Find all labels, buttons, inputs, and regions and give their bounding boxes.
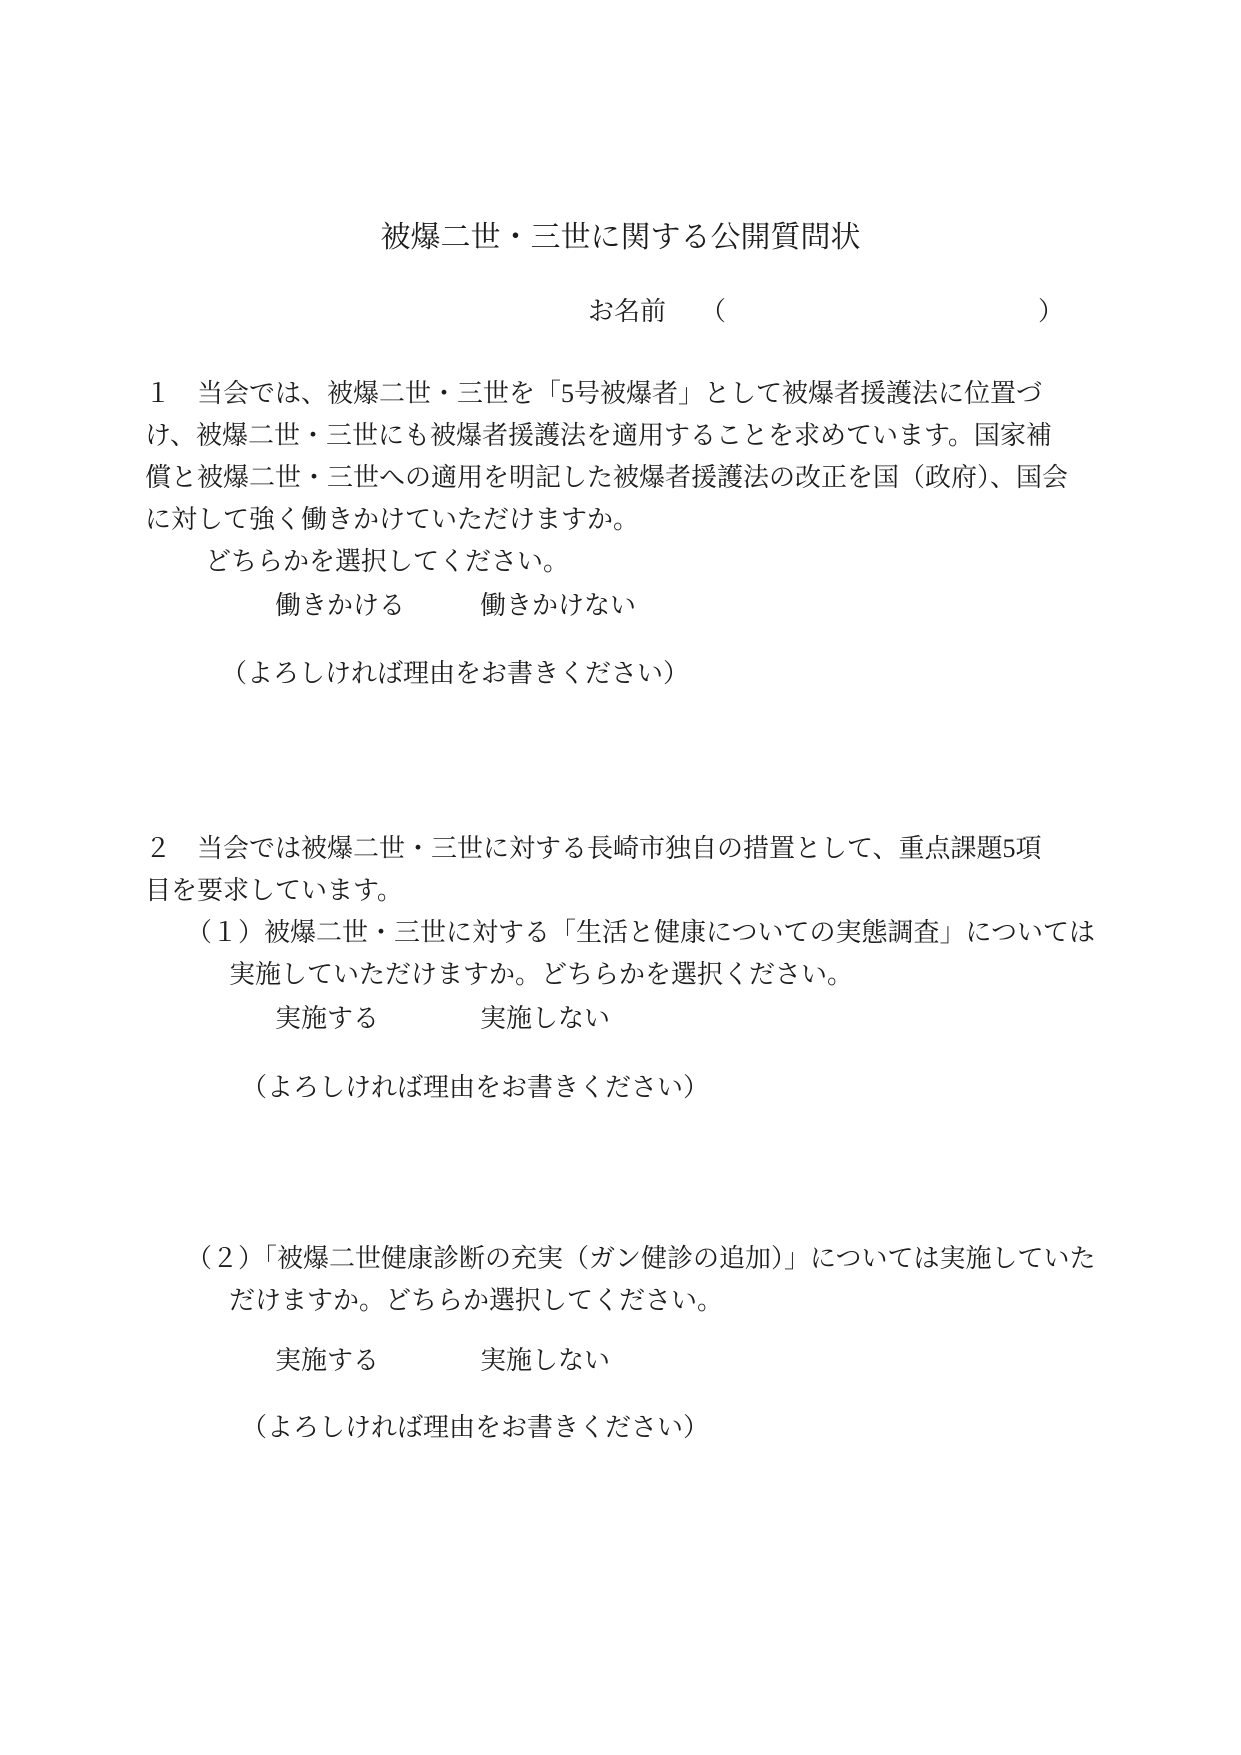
question-1-select-prompt: どちらかを選択してください。: [205, 547, 570, 576]
question-1-line: １ 当会では、被爆二世・三世を「5号被爆者」として被爆者援護法に位置づ: [145, 379, 1043, 408]
question-2-sub-1-reason-note: （よろしければ理由をお書きください）: [241, 1073, 710, 1102]
question-1-line: 償と被爆二世・三世への適用を明記した被爆者援護法の改正を国（政府）、国会: [145, 463, 1069, 492]
name-open-paren: （: [700, 297, 727, 326]
question-2-sub-2-line: だけますか。どちらか選択してください。: [229, 1286, 724, 1315]
question-2-sub-1-line: 実施していただけますか。どちらかを選択ください。: [229, 960, 854, 989]
question-2-sub-1-option-implement: 実施する: [275, 1004, 380, 1033]
name-label: お名前: [588, 297, 667, 326]
question-2-sub-1-option-no-implement: 実施しない: [480, 1004, 611, 1033]
question-2-sub-2-reason-note: （よろしければ理由をお書きください）: [241, 1413, 710, 1442]
question-2-sub-2-option-implement: 実施する: [275, 1346, 380, 1375]
question-2-sub-2-option-no-implement: 実施しない: [480, 1346, 611, 1375]
question-1-option-work: 働きかける: [275, 591, 406, 620]
question-1-option-no-work: 働きかけない: [480, 591, 637, 620]
question-2-sub-1-line: （１）被爆二世・三世に対する「生活と健康についての実態調査」については: [186, 918, 1095, 947]
question-2-sub-2-line: （２）「被爆二世健康診断の充実（ガン健診の追加）」については実施していた: [186, 1244, 1096, 1273]
name-close-paren: ）: [1038, 297, 1065, 326]
question-2-line: 目を要求しています。: [145, 876, 403, 905]
question-2-line: ２ 当会では被爆二世・三世に対する長崎市独自の措置として、重点課題5項: [145, 834, 1042, 863]
question-1-line: け、被爆二世・三世にも被爆者援護法を適用することを求めています。国家補: [145, 421, 1052, 450]
question-1-line: に対して強く働きかけていただけますか。: [145, 505, 640, 534]
question-1-reason-note: （よろしければ理由をお書きください）: [221, 659, 690, 688]
page-title: 被爆二世・三世に関する公開質問状: [380, 221, 861, 254]
